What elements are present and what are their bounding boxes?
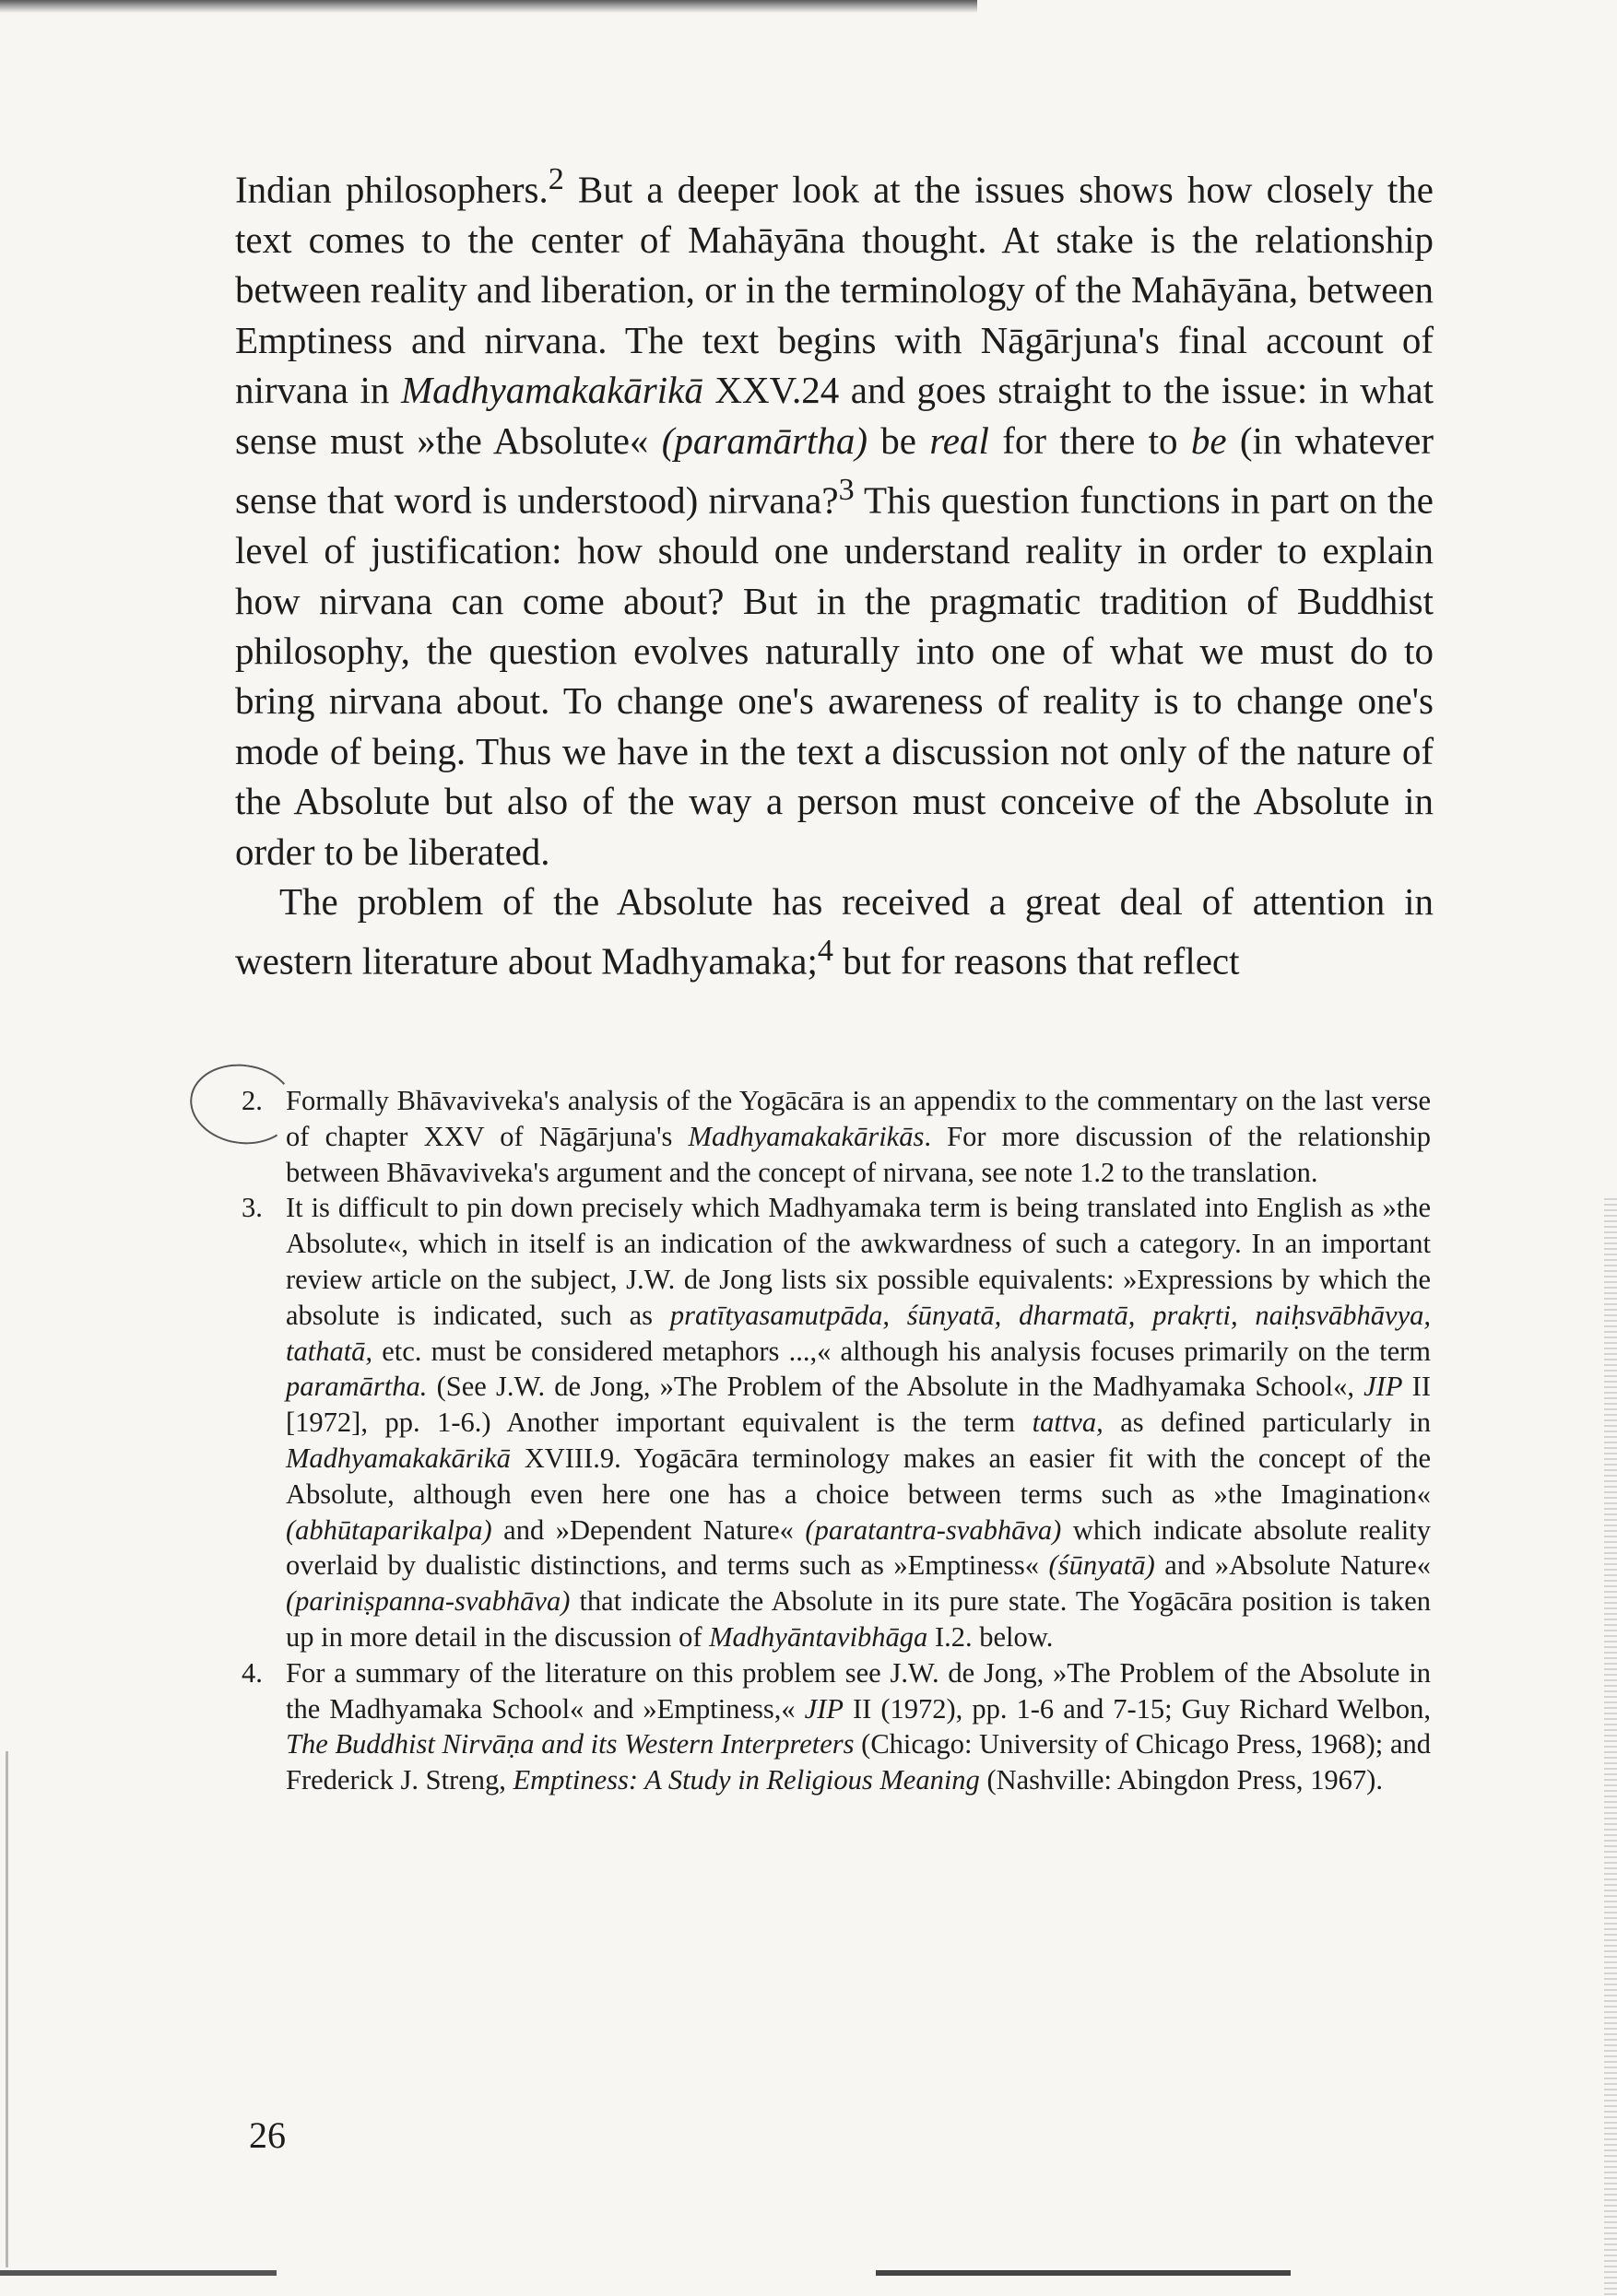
text-run: XVIII.9. Yogācāra terminology makes an easier fit with the concept of the Absolute, although even here one has a choice between terms such as »the Imagination« <box>286 1442 1431 1510</box>
footnote-number: 3. <box>242 1192 263 1224</box>
text-run: etc. must be considered metaphors ...,« although his analysis focuses primarily on the term <box>372 1335 1431 1367</box>
italic-run: tattva, <box>1032 1407 1104 1439</box>
italic-run: paramārtha. <box>286 1371 428 1403</box>
scan-edge-left <box>6 1751 8 2267</box>
footnote-3 <box>242 1190 1431 1654</box>
text-run: and »Absolute Nature« <box>1154 1549 1432 1582</box>
text-run: be <box>867 418 930 462</box>
scan-edge-top <box>0 0 977 13</box>
footnote-ref-3[interactable]: 3 <box>838 473 855 508</box>
text-run: as defined particularly in <box>1103 1407 1431 1439</box>
text-run: For a summary of the literature on this problem see J.W. de Jong, »The Problem of the Absolute in the Madhyamaka School« and »Emptiness,« <box>286 1656 1431 1725</box>
footnote-number: 2. <box>242 1085 263 1116</box>
text-run: . For more discussion of the relationship between Bhāvaviveka's argument and the concept of nirvana, see note 1.2 to the translation. <box>286 1120 1432 1188</box>
text-run: The problem of the Absolute has received a great deal of attention in western literature about Madhyamaka; <box>235 880 1434 983</box>
page-content <box>235 155 1434 986</box>
italic-run: JIP <box>804 1692 844 1725</box>
italic-run: Madhyamakakārikā <box>286 1442 511 1474</box>
paragraph-1 <box>235 155 1434 877</box>
scan-edge-bottom <box>0 2270 1617 2276</box>
text-run: and »Dependent Nature« <box>491 1513 806 1546</box>
italic-run: real <box>929 418 989 462</box>
text-run: but for reasons that reflect <box>832 940 1240 983</box>
italic-run: pratītyasamutpāda, śūnyatā, dharmatā, prakṛti, naiḥsvābhāvya, tathatā, <box>286 1299 1431 1367</box>
text-run: I.2. below. <box>927 1620 1054 1653</box>
italic-run: (paratantra-svabhāva) <box>805 1513 1062 1546</box>
text-run: (in whatever sense that word is understood) nirvana? <box>235 418 1434 522</box>
scan-edge-right <box>1604 1198 1617 2295</box>
italic-run: (pariniṣpanna-svabhāva) <box>286 1585 571 1618</box>
italic-run: (abhūtaparikalpa) <box>286 1513 492 1546</box>
footnote-2 <box>242 1083 1431 1190</box>
footnote-ref-4[interactable]: 4 <box>817 934 833 969</box>
text-run: But a deeper look at the issues shows how closely the text comes to the center of Mahāyāna thought. At stake is the relationship between reality and liberation, or in the terminology of the Mahāyāna, between Emptiness and nirvana. The text begins with Nāgārjuna's final account of nirvana in <box>235 168 1434 412</box>
footnotes <box>242 1083 1431 1798</box>
italic-run: (śūnyatā) <box>1048 1549 1155 1582</box>
italic-run: Emptiness: A Study in Religious Meaning <box>513 1764 980 1796</box>
text-run: (See J.W. de Jong, »The Problem of the Absolute in the Madhyamaka School«, <box>427 1371 1364 1403</box>
italic-run: The Buddhist Nirvāṇa and its Western Interpreters <box>286 1728 855 1760</box>
text-run: which indicate absolute reality overlaid by dualistic distinctions, and terms such as »Emptiness« <box>286 1513 1431 1582</box>
italic-run: JIP <box>1363 1371 1403 1403</box>
text-run: This question functions in part on the level of justification: how should one understand reality in order to explain how nirvana can come about? But in the pragmatic tradition of Buddhist philosophy, the question evolves naturally into one of what we must do to bring nirvana about. To change one's awareness of reality is to change one's mode of being. Thus we have in the text a discussion not only of the nature of the Absolute but also of the way a person must conceive of the Absolute in order to be liberated. <box>235 478 1434 873</box>
italic-run: be <box>1190 418 1227 462</box>
text-run: II (1972), pp. 1-6 and 7-15; Guy Richard Welbon, <box>843 1692 1432 1725</box>
text-run: (Chicago: University of Chicago Press, 1968); and Frederick J. Streng, <box>286 1728 1431 1796</box>
footnote-4 <box>242 1655 1431 1798</box>
footnote-number: 4. <box>242 1656 263 1689</box>
footnote-ref-2[interactable]: 2 <box>548 162 564 196</box>
italic-run: Madhyamakakārikā <box>400 369 703 412</box>
italic-run: Madhyamakakārikās <box>688 1120 925 1152</box>
text-run: (Nashville: Abingdon Press, 1967). <box>979 1764 1383 1796</box>
text-run: for there to <box>988 418 1191 462</box>
page-number: 26 <box>249 2114 286 2156</box>
italic-run: (paramārtha) <box>661 418 868 462</box>
italic-run: Madhyāntavibhāga <box>709 1620 928 1653</box>
paragraph-2 <box>235 877 1434 986</box>
text-run: XXV.24 and goes straight to the issue: in what sense must »the Absolute« <box>235 369 1434 462</box>
text-run: II [1972], pp. 1-6.) Another important equivalent is the term <box>286 1371 1431 1439</box>
text-run: that indicate the Absolute in its pure state. The Yogācāra position is taken up in more detail in the discussion of <box>286 1585 1431 1653</box>
text-run: It is difficult to pin down precisely which Madhyamaka term is being translated into English as »the Absolute«, which in itself is an indication of the awkwardness of such a category. In an important review article on the subject, J.W. de Jong lists six possible equivalents: »Expressions by which the absolute is indicated, such as <box>286 1192 1431 1331</box>
text-run: Formally Bhāvaviveka's analysis of the Yogācāra is an appendix to the commentary on the last verse of chapter XXV of Nāgārjuna's <box>286 1085 1431 1152</box>
text-run: Indian philosophers. <box>235 168 549 211</box>
body-text <box>235 155 1434 986</box>
